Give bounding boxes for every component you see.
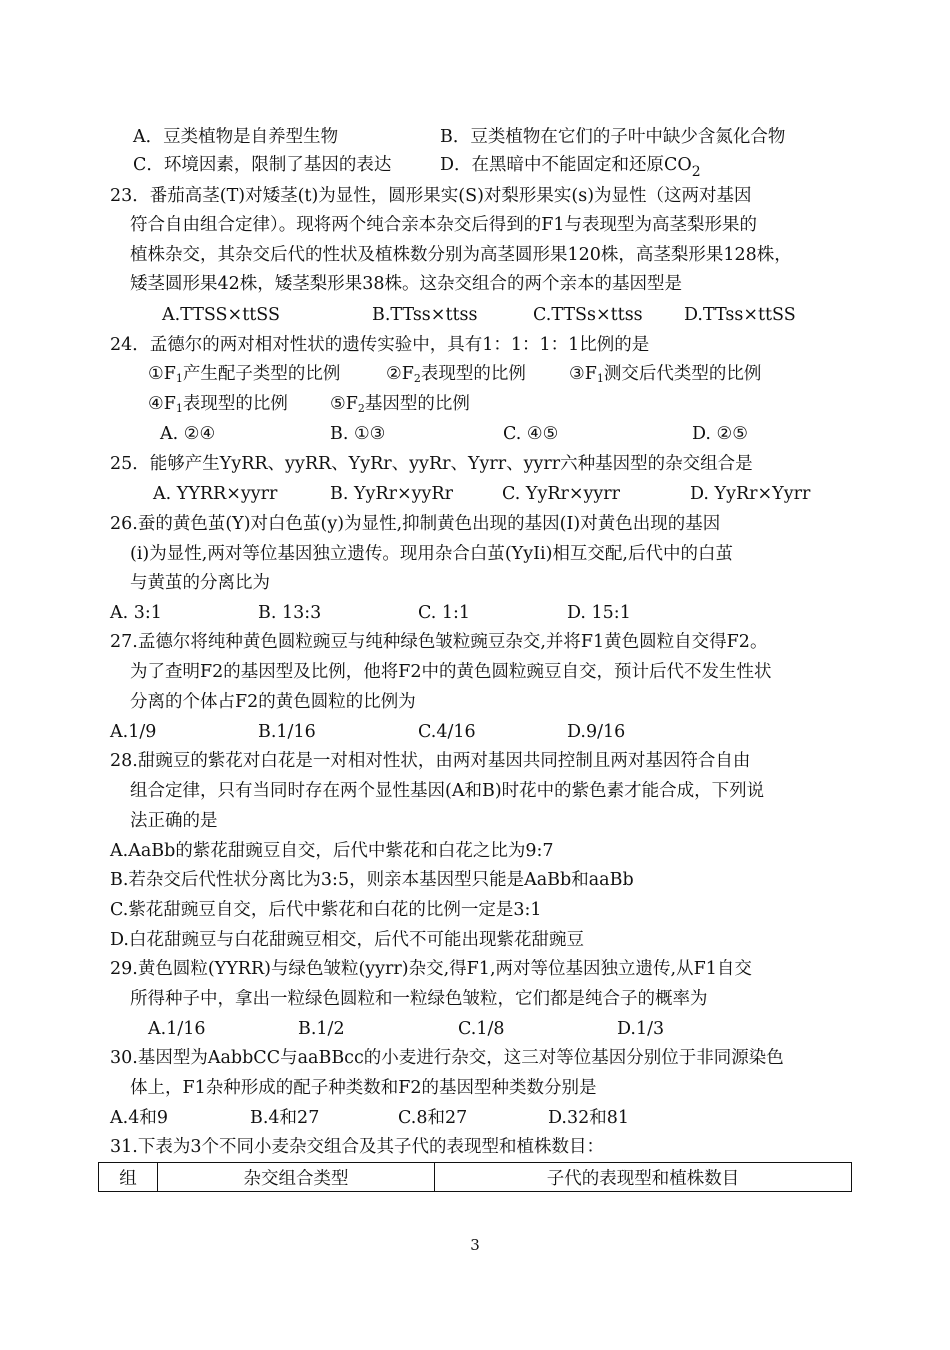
q24-item-3: $③F_1$测交后代类型的比例	[569, 364, 762, 385]
q23-option-a: A.TTSS×ttSS	[162, 305, 280, 325]
q28-option-b: B.若杂交后代性状分离比为3:5，则亲本基因型只能是AaBb和aaBb	[110, 870, 634, 890]
q24-option-a: A. ②④	[160, 424, 216, 444]
q25-option-a: A. YYRR×yyrr	[153, 484, 278, 504]
q25-option-c: C. YyRr×yyrr	[502, 484, 621, 504]
q29-option-c: C.1/8	[458, 1019, 505, 1039]
q24-stem: 24．孟德尔的两对相对性状的遗传实验中，具有1：1：1：1比例的是	[110, 335, 650, 355]
q25-stem: 25．能够产生YyRR、yyRR、YyRr、yyRr、Yyrr、yyrr六种基因型的杂交组合是	[110, 454, 753, 474]
q30-option-c: C.8和27	[398, 1108, 468, 1128]
q29-option-d: D.1/3	[617, 1019, 665, 1039]
q23-line-3: 植株杂交，其杂交后代的性状及植株数分别为高茎圆形果120株，高茎梨形果128株，	[130, 245, 792, 265]
q26-line-3: 与黄茧的分离比为	[130, 573, 270, 593]
q29-line-1: 29.黄色圆粒(YYRR)与绿色皱粒(yyrr)杂交,得F1,两对等位基因独立遗传,从F1自交	[110, 959, 752, 979]
q27-option-a: A.1/9	[110, 722, 157, 742]
q27-option-d: D.9/16	[567, 722, 626, 742]
page-number: 3	[470, 1236, 480, 1254]
q24-item-5: $⑤F_2$基因型的比例	[330, 394, 470, 415]
q25-option-b: B. YyRr×yyRr	[330, 484, 453, 504]
q27-line-3: 分离的个体占F2的黄色圆粒的比例为	[130, 692, 416, 712]
q28-line-1: 28.甜豌豆的紫花对白花是一对相对性状，由两对基因共同控制且两对基因符合自由	[110, 751, 751, 771]
q29-option-b: B.1/2	[298, 1019, 345, 1039]
q30-line-2: 体上，F1杂种形成的配子种类数和F2的基因型种类数分别是	[130, 1078, 597, 1098]
q28-option-d: D.白花甜豌豆与白花甜豌豆相交，后代不可能出现紫花甜豌豆	[110, 930, 584, 950]
q30-option-a: A.4和9	[110, 1108, 168, 1128]
q31-stem: 31.下表为3个不同小麦杂交组合及其子代的表现型和植株数目：	[110, 1137, 604, 1157]
q24-item-1: $①F_1$产生配子类型的比例	[148, 364, 341, 385]
table-header-row	[99, 1163, 852, 1192]
q24-option-d: D. ②⑤	[692, 424, 748, 444]
q23-option-b: B.TTss×ttss	[372, 305, 478, 325]
q30-option-d: D.32和81	[548, 1108, 630, 1128]
q22-option-a: A．豆类植物是自养型生物	[133, 127, 339, 147]
q23-option-d: D.TTss×ttSS	[684, 305, 796, 325]
q23-line-4: 矮茎圆形果42株，矮茎梨形果38株。这杂交组合的两个亲本的基因型是	[130, 274, 683, 294]
q28-option-a: A.AaBb的紫花甜豌豆自交，后代中紫花和白花之比为9:7	[110, 841, 554, 861]
q22-option-c: C．环境因素，限制了基因的表达	[133, 155, 392, 175]
q22-option-b: B．豆类植物在它们的子叶中缺少含氮化合物	[440, 127, 786, 147]
q25-option-d: D. YyRr×Yyrr	[690, 484, 811, 504]
q26-option-c: C. 1:1	[418, 603, 471, 623]
q29-line-2: 所得种子中，拿出一粒绿色圆粒和一粒绿色皱粒，它们都是纯合子的概率为	[130, 989, 708, 1009]
q23-line-2: 符合自由组合定律）。现将两个纯合亲本杂交后得到的F1与表现型为高茎梨形果的	[130, 215, 758, 235]
table-header-offspring: 子代的表现型和植株数目	[435, 1163, 852, 1192]
q26-option-b: B. 13:3	[258, 603, 322, 623]
q22-option-d: D．在黑暗中不能固定和还原$CO_2$	[440, 155, 701, 180]
q27-option-c: C.4/16	[418, 722, 476, 742]
q22-subscript: 2	[691, 164, 701, 180]
table-header-cross-type: 杂交组合类型	[158, 1163, 435, 1192]
q29-option-a: A.1/16	[148, 1019, 206, 1039]
q30-option-b: B.4和27	[250, 1108, 320, 1128]
q28-line-2: 组合定律，只有当同时存在两个显性基因(A和B)时花中的紫色素才能合成，下列说	[130, 781, 765, 801]
q23-option-c: C.TTSs×ttss	[533, 305, 643, 325]
q26-line-2: (i)为显性,两对等位基因独立遗传。现用杂合白茧(YyIi)相互交配,后代中的白茧	[130, 544, 733, 564]
q27-line-1: 27.孟德尔将纯种黄色圆粒豌豆与纯种绿色皱粒豌豆杂交,并将F1黄色圆粒自交得F2。	[110, 632, 768, 652]
table-header-group: 组	[99, 1163, 158, 1192]
q23-line-1: 23．番茄高茎(T)对矮茎(t)为显性，圆形果实(S)对梨形果实(s)为显性（这两对基因	[110, 186, 752, 206]
q26-option-a: A. 3:1	[110, 603, 162, 623]
q27-option-b: B.1/16	[258, 722, 316, 742]
q27-line-2: 为了查明F2的基因型及比例，他将F2中的黄色圆粒豌豆自交，预计后代不发生性状	[130, 662, 772, 682]
q24-item-4: $④F_1$表现型的比例	[148, 394, 288, 415]
q24-option-b: B. ①③	[330, 424, 386, 444]
q30-line-1: 30.基因型为AabbCC与aaBBcc的小麦进行杂交，这三对等位基因分别位于非同源染色	[110, 1048, 784, 1068]
q24-item-2: $②F_2$表现型的比例	[386, 364, 526, 385]
q31-table	[98, 1162, 852, 1192]
q24-option-c: C. ④⑤	[503, 424, 559, 444]
q26-line-1: 26.蚕的黄色茧(Y)对白色茧(y)为显性,抑制黄色出现的基因(I)对黄色出现的基因	[110, 514, 721, 534]
q28-option-c: C.紫花甜豌豆自交，后代中紫花和白花的比例一定是3:1	[110, 900, 542, 920]
q28-line-3: 法正确的是	[130, 811, 218, 831]
q26-option-d: D. 15:1	[567, 603, 631, 623]
